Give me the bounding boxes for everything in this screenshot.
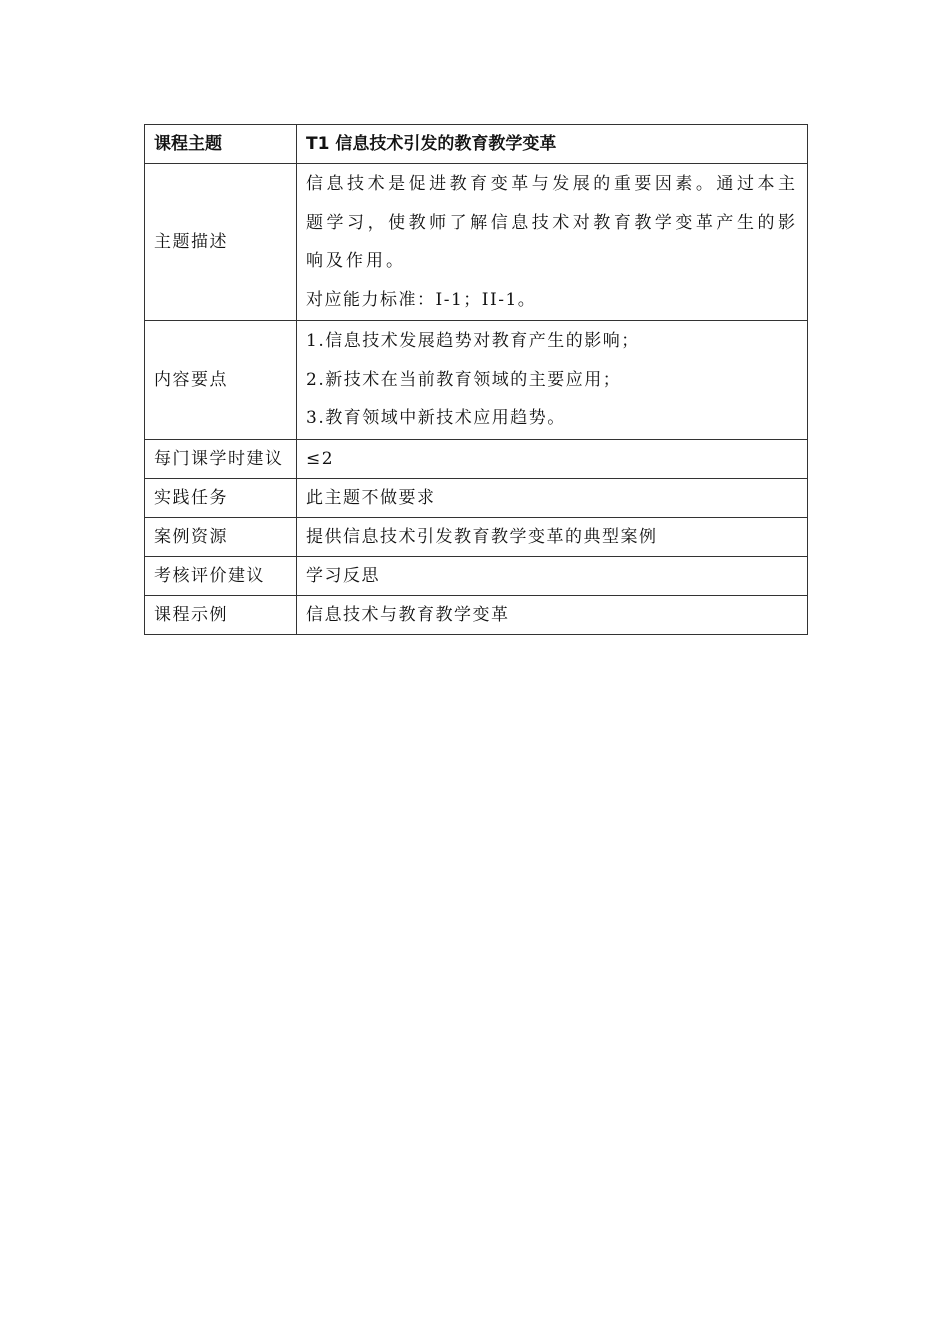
course-topic-value: T1 信息技术引发的教育教学变革 [297, 125, 808, 164]
hours-label: 每门课学时建议 [145, 439, 297, 478]
table-row-assessment [145, 556, 808, 595]
table-row-topic-description [145, 164, 808, 321]
table-row-practice [145, 478, 808, 517]
table-row-course-topic [145, 125, 808, 164]
course-topic-label: 课程主题 [145, 125, 297, 164]
practice-label: 实践任务 [145, 478, 297, 517]
content-point-item: 2.新技术在当前教育领域的主要应用； [306, 369, 622, 390]
topic-description-cell [297, 164, 808, 321]
practice-value: 此主题不做要求 [297, 478, 808, 517]
content-point-item: 3.教育领域中新技术应用趋势。 [306, 408, 566, 428]
topic-description-label: 主题描述 [145, 164, 297, 321]
table-row-example [145, 595, 808, 634]
content-points-cell [297, 321, 808, 440]
hours-value: ≤2 [297, 439, 808, 478]
content-point-item: 1.信息技术发展趋势对教育产生的影响； [306, 331, 640, 351]
assessment-label: 考核评价建议 [145, 556, 297, 595]
example-value: 信息技术与教育教学变革 [297, 595, 808, 634]
content-points-label: 内容要点 [145, 321, 297, 440]
course-topic-table [144, 124, 808, 635]
table-row-hours [145, 439, 808, 478]
resources-label: 案例资源 [145, 517, 297, 556]
table-row-content-points [145, 321, 808, 440]
topic-description-text: 信息技术是促进教育变革与发展的重要因素。通过本主题学习，使教师了解信息技术对教育教学变革产生的影响及作用。 [306, 174, 798, 271]
assessment-value: 学习反思 [297, 556, 808, 595]
table-row-resources [145, 517, 808, 556]
example-label: 课程示例 [145, 595, 297, 634]
resources-value: 提供信息技术引发教育教学变革的典型案例 [297, 517, 808, 556]
ability-standard-text: 对应能力标准：I-1；II-1。 [306, 289, 537, 310]
